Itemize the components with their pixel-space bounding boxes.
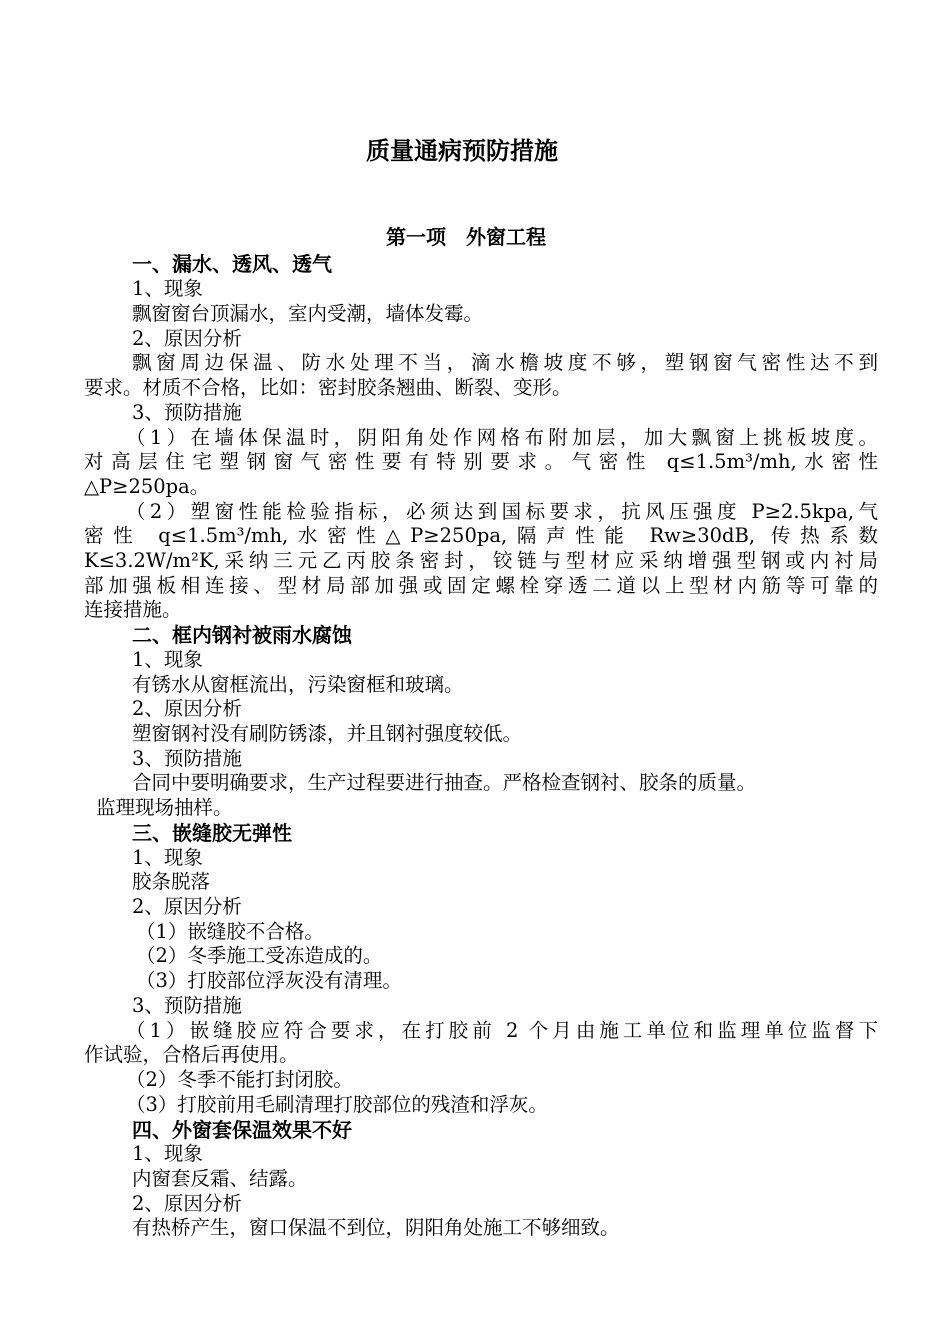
text-line: 内窗套反霜、结露。 bbox=[132, 1167, 308, 1190]
text-line: （1）嵌缝胶应符合要求，在打胶前 2 个月由施工单位和监理单位监督下 bbox=[126, 1019, 878, 1042]
text-line: 胶条脱落 bbox=[132, 870, 211, 893]
text-line: 1、现象 bbox=[132, 277, 203, 300]
text-line: 2、原因分析 bbox=[132, 327, 242, 350]
text-line: △P≥250pa。 bbox=[84, 475, 210, 498]
document-title: 质量通病预防措施 bbox=[366, 137, 558, 165]
text-line: （1）在墙体保温时，阴阳角处作网格布附加层，加大飘窗上挑板坡度。 bbox=[126, 426, 878, 449]
text-line: （3）打胶部位浮灰没有清理。 bbox=[136, 969, 402, 992]
text-line: 要求。材质不合格，比如：密封胶条翘曲、断裂、变形。 bbox=[84, 376, 572, 399]
text-line: 有锈水从窗框流出，污染窗框和玻璃。 bbox=[132, 673, 464, 696]
text-line: 3、预防措施 bbox=[132, 994, 242, 1017]
text-line: 监理现场抽样。 bbox=[96, 796, 233, 819]
text-line: 飘窗周边保温、防水处理不当，滴水檐坡度不够，塑钢窗气密性达不到 bbox=[132, 351, 878, 374]
heading-4: 四、外窗套保温效果不好 bbox=[132, 1118, 352, 1142]
heading-1: 一、漏水、透风、透气 bbox=[132, 252, 332, 276]
text-line: 3、预防措施 bbox=[132, 401, 242, 424]
heading-3: 三、嵌缝胶无弹性 bbox=[132, 821, 292, 845]
text-line: 密性 q≤1.5m³/mh,水密性△P≥250pa,隔声性能 Rw≥30dB, 传热系数 bbox=[84, 524, 878, 547]
text-line: 作试验，合格后再使用。 bbox=[84, 1043, 299, 1066]
text-line: 2、原因分析 bbox=[132, 1192, 242, 1215]
text-line: 3、预防措施 bbox=[132, 747, 242, 770]
text-line: 连接措施。 bbox=[84, 598, 182, 621]
text-line: 对高层住宅塑钢窗气密性要有特别要求。气密性 q≤1.5m³/mh,水密性 bbox=[84, 450, 878, 473]
text-line: 有热桥产生，窗口保温不到位，阴阳角处施工不够细致。 bbox=[132, 1216, 620, 1239]
text-line: （2）塑窗性能检验指标，必须达到国标要求，抗风压强度 P≥2.5kpa,气 bbox=[126, 500, 878, 523]
text-line: 部加强板相连接、型材局部加强或固定螺栓穿透二道以上型材内筋等可靠的 bbox=[84, 574, 878, 597]
text-line: （3）打胶前用毛刷清理打胶部位的残渣和浮灰。 bbox=[126, 1093, 548, 1116]
text-line: 2、原因分析 bbox=[132, 895, 242, 918]
heading-2: 二、框内钢衬被雨水腐蚀 bbox=[132, 623, 352, 647]
text-line: （2）冬季不能打封闭胶。 bbox=[126, 1068, 353, 1091]
text-line: 合同中要明确要求，生产过程要进行抽查。严格检查钢衬、胶条的质量。 bbox=[132, 771, 757, 794]
text-line: 1、现象 bbox=[132, 648, 203, 671]
text-line: （1）嵌缝胶不合格。 bbox=[136, 920, 324, 943]
text-line: 1、现象 bbox=[132, 846, 203, 869]
text-line: 2、原因分析 bbox=[132, 697, 242, 720]
text-line: （2）冬季施工受冻造成的。 bbox=[136, 944, 383, 967]
section-title: 第一项 外窗工程 bbox=[386, 225, 546, 249]
text-line: K≤3.2W/m²K,采纳三元乙丙胶条密封，铰链与型材应采纳增强型钢或内衬局 bbox=[84, 549, 878, 572]
text-line: 飘窗窗台顶漏水，室内受潮，墙体发霉。 bbox=[132, 302, 484, 325]
text-line: 塑窗钢衬没有刷防锈漆，并且钢衬强度较低。 bbox=[132, 722, 523, 745]
text-line: 1、现象 bbox=[132, 1142, 203, 1165]
